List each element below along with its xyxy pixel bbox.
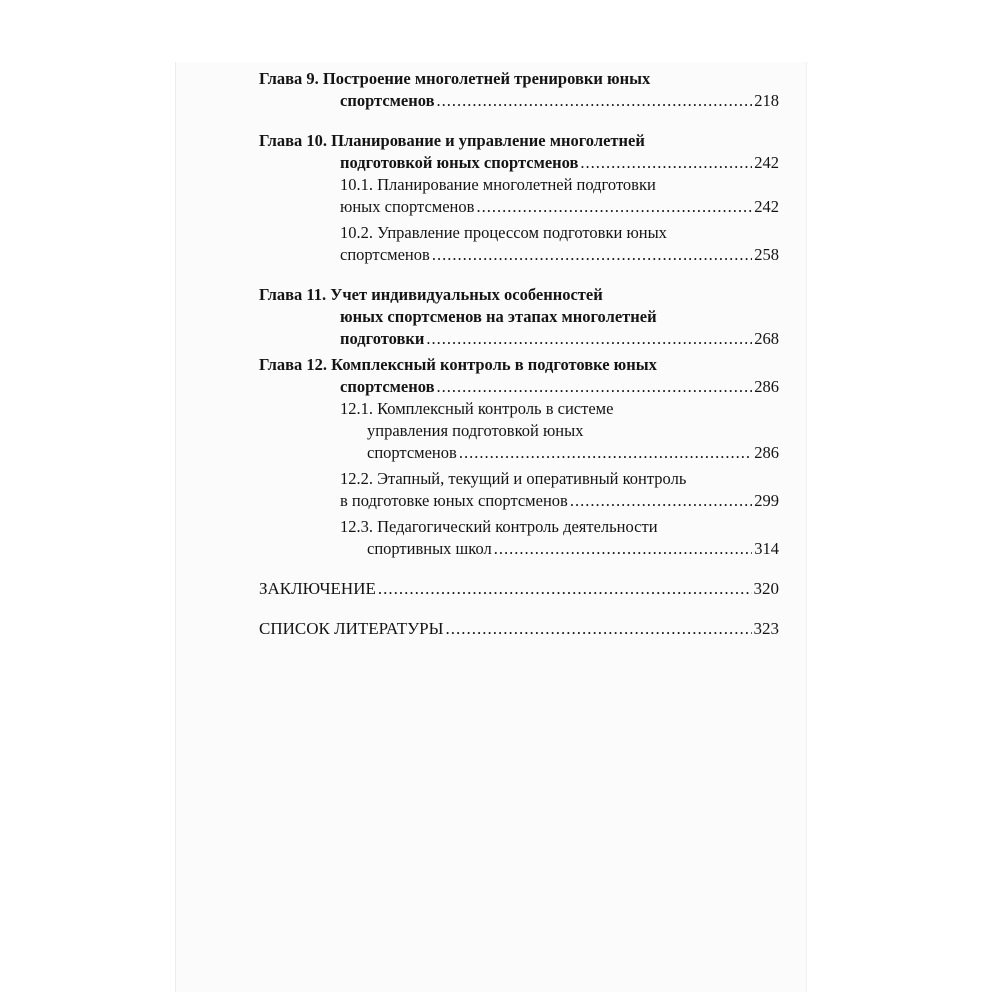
toc-section-12-2	[259, 468, 779, 512]
toc-entry-title: Глава 10. Планирование и управление многолетней	[259, 131, 645, 150]
toc-page-number: 218	[754, 91, 779, 110]
toc-section-10-1	[259, 174, 779, 218]
toc-entry-title: спортивных школ	[367, 539, 492, 558]
toc-entry-title: в подготовке юных спортсменов	[340, 491, 568, 510]
toc-entry-title: 10.1. Планирование многолетней подготовки	[340, 175, 656, 194]
leader-dots	[445, 618, 751, 640]
toc-page-number: 258	[754, 245, 779, 264]
toc-references	[259, 618, 779, 640]
leader-dots	[437, 90, 753, 112]
toc-entry-title: спортсменов	[367, 443, 457, 462]
toc-chapter-12	[259, 354, 779, 398]
leader-dots	[570, 490, 752, 512]
toc-entry-title: юных спортсменов на этапах многолетней	[340, 307, 657, 326]
toc-page-number: 268	[754, 329, 779, 348]
toc-chapter-10	[259, 130, 779, 174]
toc-entry-title: 12.3. Педагогический контроль деятельности	[340, 517, 658, 536]
toc-entry-title: подготовки	[340, 329, 425, 348]
toc-entry-title: 12.1. Комплексный контроль в системе	[340, 399, 614, 418]
toc-entry-title: Глава 9. Построение многолетней тренировки юных	[259, 69, 651, 88]
toc-entry-title: 12.2. Этапный, текущий и оперативный контроль	[340, 469, 687, 488]
toc-entry-title: спортсменов	[340, 91, 435, 110]
toc-page-number: 286	[754, 377, 779, 396]
leader-dots	[437, 376, 753, 398]
toc-entry-title: 10.2. Управление процессом подготовки юных	[340, 223, 667, 242]
toc-section-12-1	[259, 398, 779, 464]
toc-section-12-3	[259, 516, 779, 560]
toc-chapter-9	[259, 68, 779, 112]
toc-entry-title: Глава 11. Учет индивидуальных особенностей	[259, 285, 603, 304]
toc-entry-title: спортсменов	[340, 245, 430, 264]
toc-page-number: 299	[754, 491, 779, 510]
toc-entry-title: СПИСОК ЛИТЕРАТУРЫ	[259, 619, 444, 638]
table-of-contents	[259, 68, 779, 640]
leader-dots	[432, 244, 752, 266]
toc-section-10-2	[259, 222, 779, 266]
toc-page-number: 314	[754, 539, 779, 558]
toc-entry-title: управления подготовкой юных	[367, 421, 584, 440]
toc-entry-title: ЗАКЛЮЧЕНИЕ	[259, 579, 376, 598]
toc-entry-title: спортсменов	[340, 377, 435, 396]
leader-dots	[476, 196, 752, 218]
toc-conclusion	[259, 578, 779, 600]
leader-dots	[459, 442, 752, 464]
toc-entry-title: юных спортсменов	[340, 197, 475, 216]
leader-dots	[426, 328, 752, 350]
toc-page-number: 286	[754, 443, 779, 462]
toc-page-number: 242	[754, 197, 779, 216]
toc-page-number: 320	[753, 579, 779, 598]
leader-dots	[378, 578, 752, 600]
leader-dots	[580, 152, 752, 174]
leader-dots	[494, 538, 753, 560]
toc-entry-title: Глава 12. Комплексный контроль в подготовке юных	[259, 355, 657, 374]
toc-page-number: 323	[753, 619, 779, 638]
toc-chapter-11	[259, 284, 779, 350]
toc-page-number: 242	[754, 153, 779, 172]
toc-entry-title: подготовкой юных спортсменов	[340, 153, 579, 172]
